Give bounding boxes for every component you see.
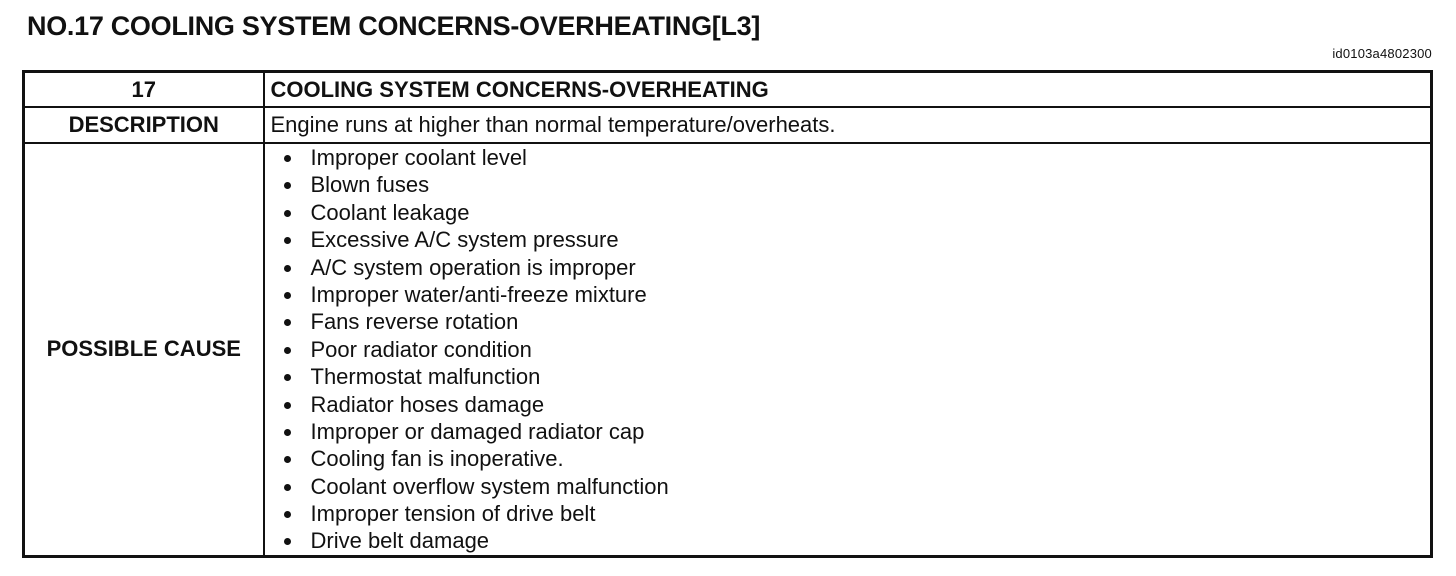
cause-item [271, 144, 1425, 171]
cause-text: Improper water/anti-freeze mixture [310, 281, 647, 307]
bullet-icon [284, 511, 291, 518]
page-title: NO.17 COOLING SYSTEM CONCERNS-OVERHEATING[L3] [27, 11, 761, 41]
cause-text: A/C system operation is improper [310, 254, 636, 280]
cause-list [271, 144, 1425, 555]
possible-cause-label: POSSIBLE CAUSE [24, 143, 264, 556]
document-id: id0103a4802300 [1332, 46, 1432, 61]
bullet-icon [284, 456, 291, 463]
description-row [24, 107, 1432, 143]
cause-item [271, 281, 1425, 308]
bullet-icon [284, 210, 291, 217]
cause-text: Blown fuses [310, 172, 430, 198]
bullet-icon [284, 182, 291, 189]
cause-item [271, 500, 1425, 527]
troubleshooting-table [22, 70, 1433, 558]
cause-text: Improper or damaged radiator cap [310, 418, 645, 444]
cause-item [271, 199, 1425, 226]
description-text: Engine runs at higher than normal temperature/overheats. [264, 107, 1432, 143]
bullet-icon [284, 484, 291, 491]
bullet-icon [284, 402, 291, 409]
cause-item [271, 226, 1425, 253]
bullet-icon [284, 538, 291, 545]
cause-item [271, 254, 1425, 281]
possible-cause-cell [264, 143, 1432, 556]
cause-text: Thermostat malfunction [310, 364, 541, 390]
bullet-icon [284, 265, 291, 272]
cause-item [271, 363, 1425, 390]
cause-text: Excessive A/C system pressure [310, 227, 619, 253]
cause-text: Coolant overflow system malfunction [310, 473, 669, 499]
cause-item [271, 336, 1425, 363]
bullet-icon [284, 347, 291, 354]
table-header-row [24, 72, 1432, 108]
bullet-icon [284, 319, 291, 326]
bullet-icon [284, 374, 291, 381]
cause-item [271, 445, 1425, 472]
concern-heading: COOLING SYSTEM CONCERNS-OVERHEATING [264, 72, 1432, 108]
bullet-icon [284, 429, 291, 436]
cause-text: Radiator hoses damage [310, 391, 545, 417]
cause-text: Coolant leakage [310, 199, 470, 225]
cause-text: Improper tension of drive belt [310, 501, 596, 527]
cause-item [271, 473, 1425, 500]
cause-text: Drive belt damage [310, 528, 490, 554]
cause-text: Fans reverse rotation [310, 309, 519, 335]
cause-text: Improper coolant level [310, 145, 527, 170]
cause-item [271, 527, 1425, 554]
possible-cause-row [24, 143, 1432, 556]
bullet-icon [284, 237, 291, 244]
cause-item [271, 391, 1425, 418]
cause-item [271, 418, 1425, 445]
cause-item [271, 308, 1425, 335]
bullet-icon [284, 292, 291, 299]
cause-text: Poor radiator condition [310, 336, 532, 362]
description-label: DESCRIPTION [24, 107, 264, 143]
bullet-icon [284, 155, 291, 162]
cause-item [271, 171, 1425, 198]
concern-number: 17 [24, 72, 264, 108]
cause-text: Cooling fan is inoperative. [310, 446, 564, 472]
